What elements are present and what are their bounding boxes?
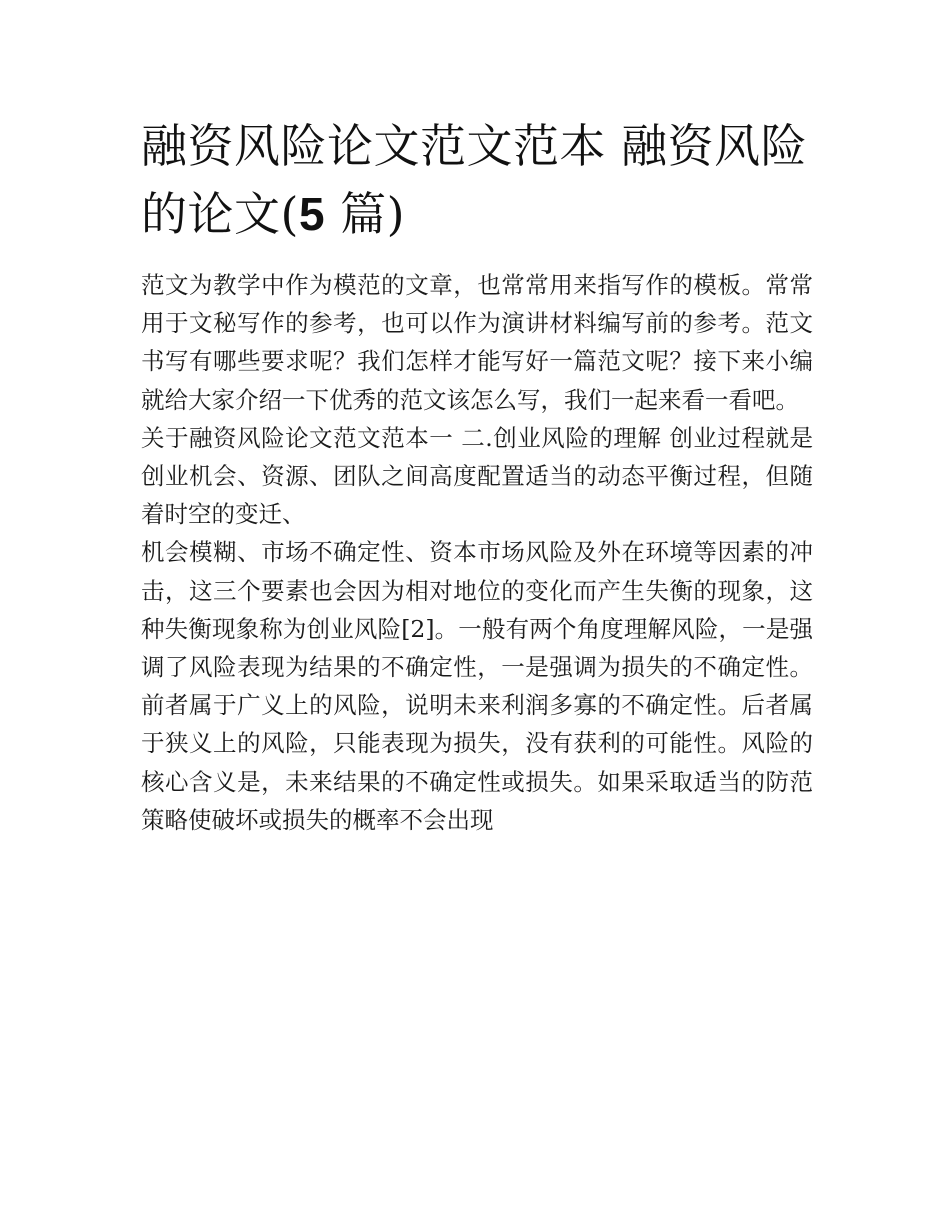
title-main: 融资风险论文范文范本 融资风险的论文(	[141, 119, 808, 241]
section-one-paragraph: 关于融资风险论文范文范本一 二.创业风险的理解 创业过程就是创业机会、资源、团队之间高度配置适当的动态平衡过程，但随着时空的变迁、	[141, 423, 813, 529]
document-content	[141, 112, 813, 839]
document-title	[141, 112, 813, 248]
title-tail: 篇)	[325, 187, 406, 241]
intro-paragraph: 范文为教学中作为模范的文章，也常常用来指写作的模板。常常用于文秘写作的参考，也可以作为演讲材料编写前的参考。范文书写有哪些要求呢？我们怎样才能写好一篇范文呢？接下来小编就给大家介绍一下优秀的范文该怎么写，我们一起来看一看吧。	[141, 271, 813, 414]
title-count: 5	[298, 188, 326, 240]
risk-definition-paragraph: 机会模糊、市场不确定性、资本市场风险及外在环境等因素的冲击，这三个要素也会因为相对地位的变化而产生失衡的现象，这种失衡现象称为创业风险[2]。一般有两个角度理解风险，一是强调了风险表现为结果的不确定性，一是强调为损失的不确定性。前者属于广义上的风险，说明未来利润多寡的不确定性。后者属于狭义上的风险，只能表现为损失，没有获利的可能性。风险的核心含义是，未来结果的不确定性或损失。如果采取适当的防范策略使破坏或损失的概率不会出现	[141, 538, 813, 834]
document-body	[141, 266, 813, 839]
